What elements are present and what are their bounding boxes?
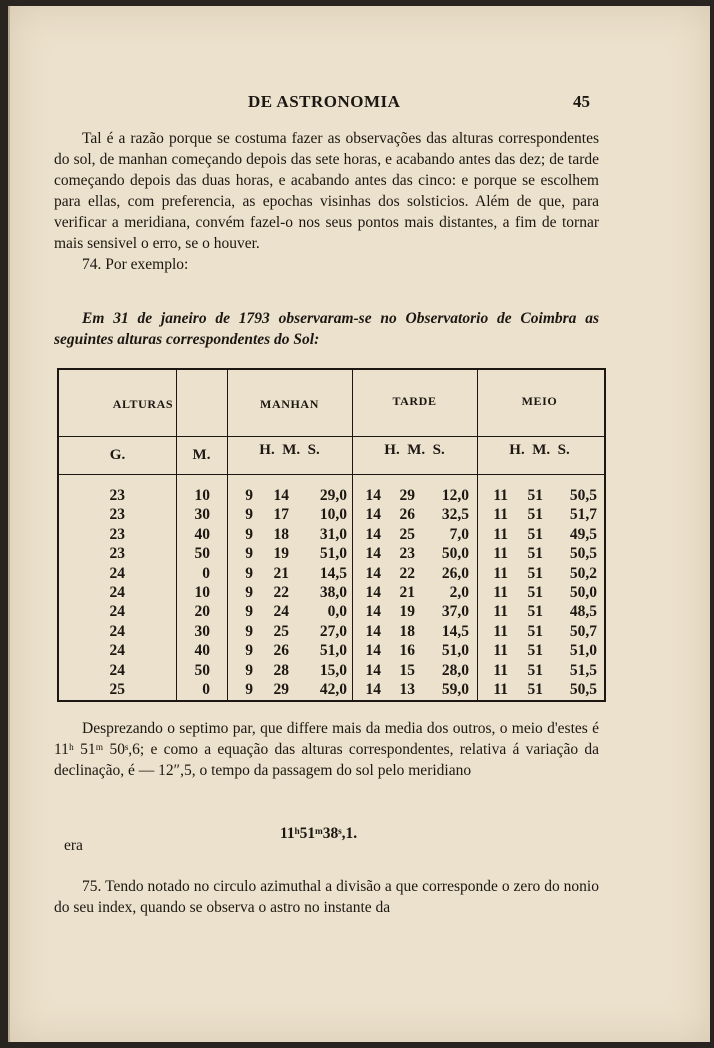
table-cell-manhan-h: 9 — [245, 584, 253, 601]
table-cell-manhan-s: 42,0 — [319, 681, 347, 698]
subheader-manhan-hms: H. M. S. — [259, 442, 320, 458]
table-cell-meio-h: 11 — [493, 487, 508, 504]
header-manhan: MANHAN — [260, 397, 319, 411]
table-cell-tarde-m: 23 — [399, 545, 415, 563]
table-cell-manhan-h: 9 — [245, 603, 253, 621]
table-cell-meio-m: 51 — [527, 642, 543, 660]
header-tarde: TARDE — [392, 394, 437, 408]
paragraph: Tal é a razão porque se costuma fazer as observações das alturas correspondentes do sol, de manhan começando depois das sete horas, e acabando antes das dez; de tarde começando depois das duas horas, e acabando antes das cinco: e porque se escolhem para ellas, com preferencia, as epochas visinhas dos solsticios. Além de que, para verificar a meridiana, convém fazel-o nos seus pontos mais distantes, a fim de tornar mais sensivel o erro, se o houver. — [54, 130, 599, 252]
header-meio: MEIO — [521, 394, 558, 408]
table-cell-manhan-s: 38,0 — [319, 584, 347, 601]
table-cell-manhan-m: 22 — [273, 584, 289, 601]
table-cell-altura-graus: 23 — [109, 506, 125, 524]
table-cell-meio-s: 51,0 — [569, 642, 597, 660]
table-cell-manhan-h: 9 — [245, 622, 253, 640]
table-cell-tarde-s: 26,0 — [441, 564, 469, 582]
table-cell-meio-m: 51 — [527, 584, 543, 601]
table-cell-manhan-m: 21 — [273, 564, 289, 582]
table-cell-tarde-h: 14 — [365, 564, 381, 582]
table-cell-meio-h: 11 — [493, 545, 508, 563]
table-cell-tarde-s: 12,0 — [441, 487, 469, 504]
table-cell-manhan-m: 19 — [273, 545, 289, 563]
table-cell-altura-minutos: 30 — [194, 506, 210, 524]
subheader-minutos: M. — [192, 447, 211, 463]
table-cell-manhan-s: 31,0 — [319, 525, 347, 543]
table-cell-tarde-m: 29 — [399, 487, 415, 504]
table-cell-tarde-m: 13 — [399, 681, 415, 698]
table-cell-meio-s: 49,5 — [569, 525, 597, 543]
table-cell-manhan-s: 51,0 — [319, 545, 347, 563]
table-cell-meio-m: 51 — [527, 545, 543, 563]
paragraph-75-block — [54, 876, 599, 918]
table-cell-manhan-h: 9 — [245, 525, 253, 543]
table-cell-manhan-s: 29,0 — [319, 487, 347, 504]
example-caption-block — [54, 308, 599, 350]
table-cell-manhan-s: 0,0 — [327, 603, 347, 621]
table-cell-tarde-m: 22 — [399, 564, 415, 582]
table-cell-altura-graus: 24 — [109, 584, 125, 601]
observation-table — [57, 368, 606, 702]
table-cell-meio-h: 11 — [493, 642, 508, 660]
table-cell-tarde-s: 14,5 — [441, 622, 469, 640]
formula-value: 11ʰ51ᵐ38ˢ,1. — [280, 825, 358, 842]
table-cell-manhan-m: 25 — [273, 622, 289, 640]
table-cell-altura-graus: 23 — [109, 525, 125, 543]
table-cell-manhan-s: 51,0 — [319, 642, 347, 660]
table-cell-meio-h: 11 — [493, 584, 508, 601]
table-cell-meio-s: 50,5 — [569, 487, 597, 504]
table-cell-tarde-h: 14 — [365, 545, 381, 563]
subheader-graus: G. — [109, 447, 126, 463]
table-cell-tarde-m: 21 — [399, 584, 415, 601]
table-cell-tarde-h: 14 — [365, 622, 381, 640]
table-cell-altura-graus: 24 — [109, 622, 125, 640]
formula-label: era — [64, 837, 83, 854]
example-caption: Em 31 de janeiro de 1793 observaram-se no Observatorio de Coimbra as seguintes alturas correspondentes do Sol: — [54, 310, 599, 348]
table-cell-meio-m: 51 — [527, 622, 543, 640]
table-cell-manhan-m: 29 — [273, 681, 289, 698]
table-cell-meio-h: 11 — [493, 525, 508, 543]
after-table-block — [54, 718, 599, 781]
subheader-tarde-hms: H. M. S. — [384, 442, 445, 458]
table-cell-manhan-h: 9 — [245, 661, 253, 679]
table-cell-manhan-h: 9 — [245, 545, 253, 563]
table-cell-manhan-m: 18 — [273, 525, 289, 543]
table-cell-tarde-m: 19 — [399, 603, 415, 621]
table-cell-manhan-m: 26 — [273, 642, 289, 660]
table-cell-altura-graus: 24 — [109, 642, 125, 660]
table-cell-meio-m: 51 — [527, 603, 543, 621]
table-cell-altura-minutos: 0 — [202, 681, 210, 698]
table-cell-tarde-m: 18 — [399, 622, 415, 640]
table-cell-tarde-s: 32,5 — [441, 506, 469, 524]
table-cell-tarde-m: 15 — [399, 661, 415, 679]
table-cell-tarde-s: 37,0 — [441, 603, 469, 621]
table-cell-altura-graus: 23 — [109, 545, 125, 563]
table-cell-meio-s: 48,5 — [569, 603, 597, 621]
table-cell-meio-m: 51 — [527, 564, 543, 582]
table-cell-altura-minutos: 50 — [194, 545, 210, 563]
table-cell-tarde-s: 28,0 — [441, 661, 469, 679]
table-cell-tarde-h: 14 — [365, 642, 381, 660]
table-cell-manhan-m: 24 — [273, 603, 289, 621]
table-cell-manhan-s: 10,0 — [319, 506, 347, 524]
table-cell-tarde-h: 14 — [365, 681, 381, 698]
table-cell-manhan-h: 9 — [245, 487, 253, 504]
after-table-paragraph: Desprezando o septimo par, que differe mais da media dos outros, o meio d'estes é 11ʰ 51ᵐ 50ˢ,6; e como a equação das alturas correspondentes, relativa á variação da declinação, é — 12″,5, o tempo da passagem do sol pelo meridiano — [54, 720, 599, 779]
table-cell-tarde-m: 26 — [399, 506, 415, 524]
table-cell-meio-s: 50,7 — [569, 622, 597, 640]
table-cell-manhan-m: 28 — [273, 661, 289, 679]
table-cell-meio-s: 51,7 — [569, 506, 597, 524]
table-cell-meio-m: 51 — [527, 506, 543, 524]
table-cell-tarde-h: 14 — [365, 661, 381, 679]
table-cell-meio-s: 50,5 — [569, 681, 597, 698]
table-cell-manhan-m: 14 — [273, 487, 289, 504]
table-cell-meio-s: 51,5 — [569, 661, 597, 679]
table-cell-manhan-h: 9 — [245, 642, 253, 660]
table-cell-meio-h: 11 — [493, 681, 508, 698]
table-cell-altura-minutos: 0 — [202, 564, 210, 582]
page-title: DE ASTRONOMIA — [248, 92, 401, 111]
table-cell-altura-minutos: 10 — [194, 487, 210, 504]
table-cell-meio-m: 51 — [527, 525, 543, 543]
table-cell-altura-minutos: 40 — [194, 525, 210, 543]
table-cell-altura-minutos: 30 — [194, 622, 210, 640]
table-cell-tarde-h: 14 — [365, 603, 381, 621]
table-cell-meio-m: 51 — [527, 681, 543, 698]
table-cell-meio-h: 11 — [493, 603, 508, 621]
intro-paragraph-block — [54, 128, 599, 275]
table-cell-tarde-h: 14 — [365, 584, 381, 601]
table-cell-manhan-h: 9 — [245, 681, 253, 698]
subheader-meio-hms: H. M. S. — [509, 442, 570, 458]
table-cell-altura-minutos: 50 — [194, 661, 210, 679]
table-cell-manhan-s: 27,0 — [319, 622, 347, 640]
table-cell-tarde-h: 14 — [365, 506, 381, 524]
table-cell-tarde-m: 16 — [399, 642, 415, 660]
table-cell-altura-graus: 24 — [109, 564, 125, 582]
table-cell-tarde-s: 50,0 — [441, 545, 469, 563]
table-cell-meio-h: 11 — [493, 506, 508, 524]
table-cell-altura-graus: 24 — [109, 603, 125, 621]
table-cell-tarde-h: 14 — [365, 525, 381, 543]
table-cell-meio-h: 11 — [493, 622, 508, 640]
paragraph-74: 74. Por exemplo: — [82, 256, 189, 273]
table-cell-tarde-m: 25 — [399, 525, 415, 543]
book-page — [8, 6, 710, 1042]
table-cell-meio-m: 51 — [527, 661, 543, 679]
table-cell-meio-h: 11 — [493, 661, 508, 679]
table-cell-tarde-s: 59,0 — [441, 681, 469, 698]
paragraph-75: 75. Tendo notado no circulo azimuthal a divisão a que corresponde o zero do nonio do seu index, quando se observa o astro no instante da — [54, 878, 599, 916]
table-cell-manhan-s: 14,5 — [319, 564, 347, 582]
table-cell-altura-graus: 25 — [109, 681, 125, 698]
table-cell-manhan-h: 9 — [245, 506, 253, 524]
table-cell-manhan-s: 15,0 — [319, 661, 347, 679]
table-cell-altura-minutos: 40 — [194, 642, 210, 660]
table-cell-meio-s: 50,5 — [569, 545, 597, 563]
table-cell-manhan-m: 17 — [273, 506, 289, 524]
table-cell-tarde-s: 7,0 — [449, 525, 469, 543]
page-number: 45 — [573, 92, 590, 111]
table-cell-tarde-s: 51,0 — [441, 642, 469, 660]
table-cell-meio-m: 51 — [527, 487, 543, 504]
table-cell-meio-h: 11 — [493, 564, 508, 582]
header-alturas: ALTURAS — [112, 397, 174, 411]
table-cell-meio-s: 50,0 — [569, 584, 597, 601]
table-cell-altura-minutos: 20 — [194, 603, 210, 621]
table-cell-altura-graus: 23 — [109, 487, 125, 504]
table-cell-altura-graus: 24 — [109, 661, 125, 679]
table-cell-altura-minutos: 10 — [194, 584, 210, 601]
table-cell-tarde-h: 14 — [365, 487, 381, 504]
table-cell-manhan-h: 9 — [245, 564, 253, 582]
table-cell-tarde-s: 2,0 — [449, 584, 469, 601]
table-cell-meio-s: 50,2 — [569, 564, 597, 582]
